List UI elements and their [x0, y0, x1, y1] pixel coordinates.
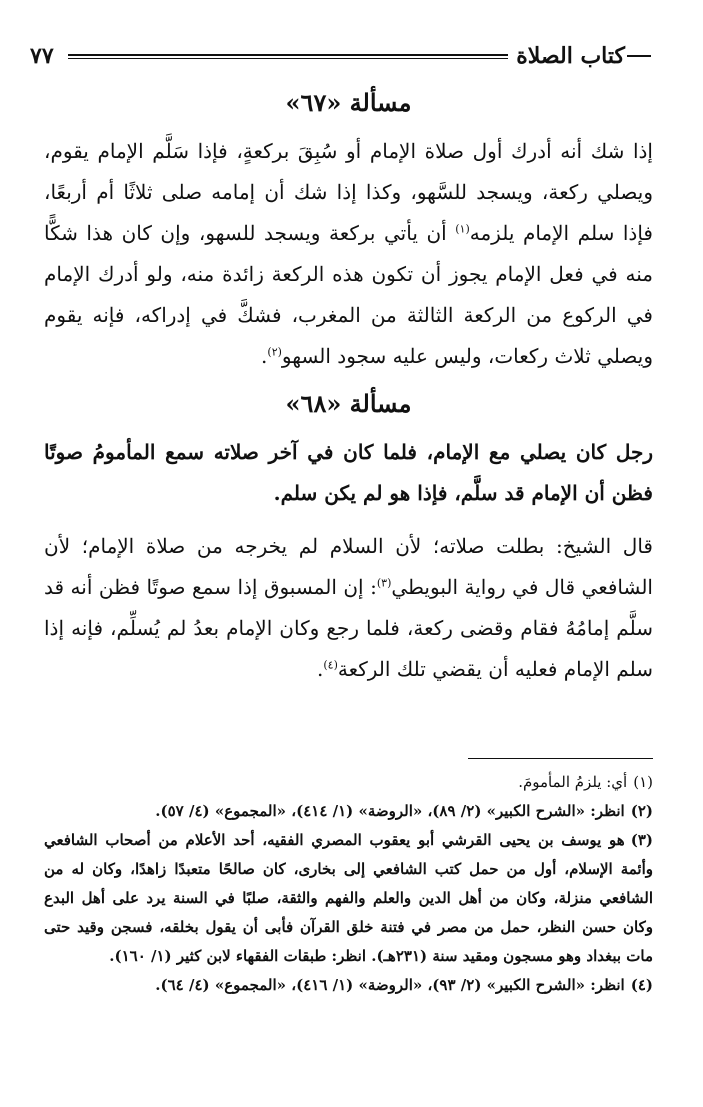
footnote-separator: [468, 758, 653, 759]
footnote-4: (٤)انظر: «الشرح الكبير» (٢/ ٩٣)، «الروضة» (١/ ٤١٦)، «المجموع» (٤/ ٦٤).: [155, 976, 653, 994]
footnote-1: (١)أي: يلزمُ المأمومَ.: [518, 773, 653, 791]
page-number: ٧٧: [30, 43, 54, 69]
page-header: [30, 36, 651, 76]
section-heading-67: مسألة «٦٧»: [285, 88, 412, 117]
footnote-ref-2: (٢): [267, 345, 282, 359]
main-text: [44, 88, 653, 690]
header-rule-tail: [627, 55, 651, 57]
footnotes: [44, 768, 653, 1000]
section-heading-68: مسألة «٦٨»: [285, 389, 412, 418]
header-rule: [68, 54, 509, 59]
footnote-ref-3: (٣): [376, 576, 392, 590]
footnote-2: (٢)انظر: «الشرح الكبير» (٢/ ٨٩)، «الروضة» (١/ ٤١٤)، «المجموع» (٤/ ٥٧).: [155, 802, 653, 820]
footnote-ref-4: (٤): [323, 658, 338, 672]
paragraph-67: إذا شك أنه أدرك أول صلاة الإمام أو سُبِقَ بركعةٍ، فإذا سَلَّم الإمام يقوم، ويصلي ركعة، ويسجد للسَّهو، وكذا إذا شك أن إمامه صلى ثلاثًا أم أربعًا، فإذا سلم الإمام يلزمه$^{(١)}$ أن يأتي بركعة ويسجد للسهو، وإن كان هذا شكًّا منه في فعل الإمام يجوز أن تكون هذه الركعة زائدة منه، ولو أدرك الإمام في الركوع من الركعة الثالثة من المغرب، فشكَّ في إدراكه، فإنه يقوم ويصلي ثلاث ركعات، وليس عليه سجود السهو$^{(٢)}$.: [44, 139, 653, 368]
footnote-ref-1: (١): [455, 222, 470, 236]
footnote-3: (٣)هو يوسف بن يحيى القرشي أبو يعقوب المصري الفقيه، أحد الأعلام من أصحاب الشافعي وأئمة الإسلام، أول من حمل كتب الشافعي إلى بخارى، كان صالحًا متعبدًا زاهدًا، وكان له من الشافعي منزلة، وكان من أهل الدين والعلم والفهم والثقة، صلبًا في السنة يرد على أهل البدع وكان حسن النظر، حمل من مصر في فتنة خلق القرآن فأبى أن يقول بخلقه، فسجن وقيد حتى مات ببغداد وهو مسجون ومقيد سنة (٢٣١هـ). انظر: طبقات الفقهاء لابن كثير (١/ ١٦٠).: [44, 831, 653, 965]
answer-68: قال الشيخ: بطلت صلاته؛ لأن السلام لم يخرجه من صلاة الإمام؛ لأن الشافعي قال في رواية البويطي$^{(٣)}$: إن المسبوق إذا سمع صوتًا فظن أنه قد سلَّم إمامُهُ فقام وقضى ركعة، فلما رجع وكان الإمام بعدُ لم يُسلِّم، فإنه إذا سلم الإمام فعليه أن يقضي تلك الركعة$^{(٤)}$.: [44, 534, 653, 681]
question-68: رجل كان يصلي مع الإمام، فلما كان في آخر صلاته سمع المأمومُ صوتًا فظن أن الإمام قد سلَّم، فإذا هو لم يكن سلم.: [44, 440, 653, 505]
running-title: كتاب الصلاة: [516, 43, 625, 69]
